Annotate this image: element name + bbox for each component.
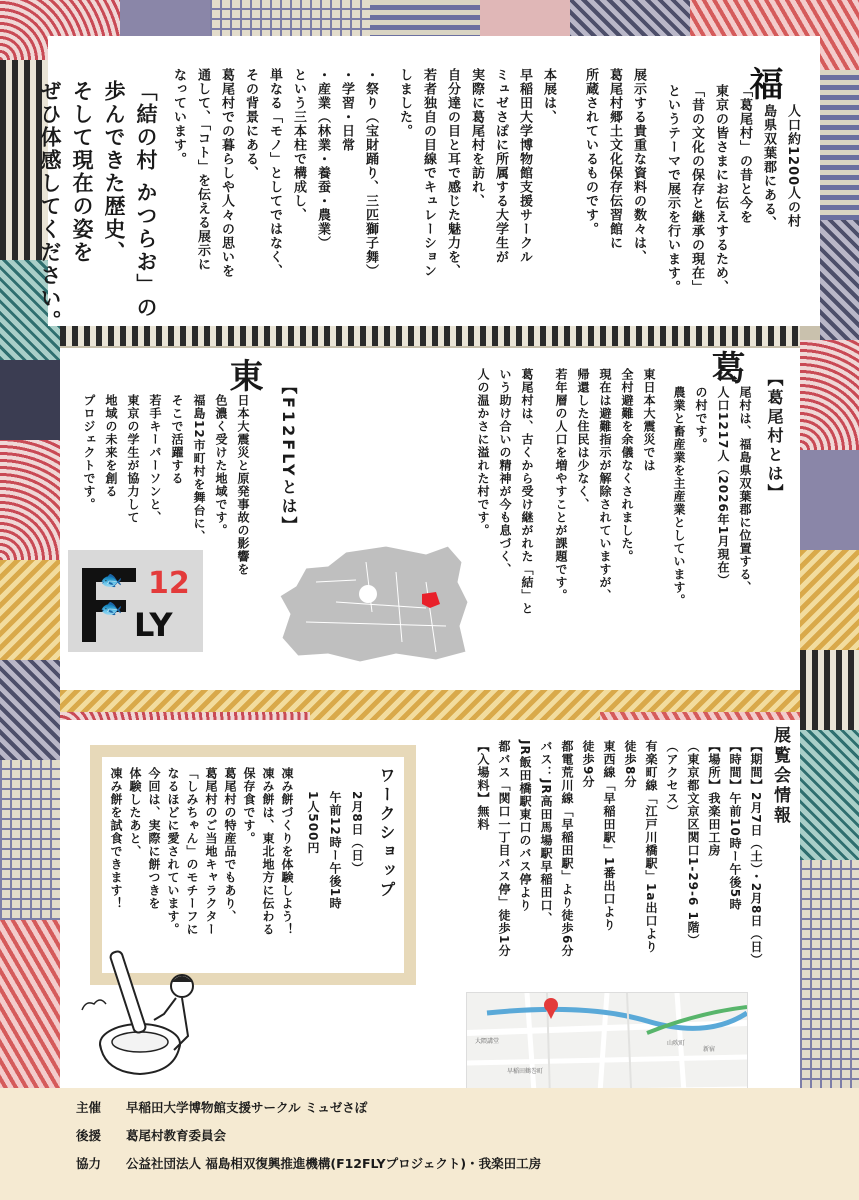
credits — [76, 1098, 796, 1182]
credit-row — [76, 1126, 796, 1144]
village-paragraph-2: 東日本大震災では 全村避難を余儀なくされました。 現在は避難指示が解除されていますが、 帰還した住民は少なく、 若年層の人口を増やすことが課題です。 — [554, 368, 656, 602]
logo-text: LY — [134, 606, 173, 644]
credit-row — [76, 1098, 796, 1116]
intro-panel — [38, 36, 820, 333]
map-label: 新宿 — [703, 1046, 716, 1053]
credit-value: 早稲田大学博物館支援サークル ミュゼさぽ — [126, 1100, 368, 1115]
intro-drop-cap: 福 — [743, 66, 783, 101]
intro-col2: 人口約1200人の村 — [785, 104, 800, 229]
intro-col3: 「葛尾村」の昔と今を — [737, 84, 752, 224]
village-paragraph-3: 葛尾村は、古くから受け継がれた「結」と いう助け合いの精神が今も息づく、 人の温かさに溢れた村です。 — [476, 368, 534, 615]
village-heading: 【葛尾村とは】 — [765, 370, 784, 503]
f12fly-heading: 【F12FLYとは】 — [279, 378, 298, 536]
intro-paragraph-2: 展示する貴重な資料の数々は、 葛尾村郷土文化保存伝習館に 所蔵されているものです。 — [583, 68, 646, 264]
f12fly-body: 日本大震災と原発事故の影響を 色濃く受けた地域です。 福島12市町村を舞台に、 そこで活躍する 若手キーパーソンと、 東京の学生が協力して 地域の未来を創る プロジェクトです。 — [82, 394, 250, 576]
exhibition-heading: 展覧会情報 — [770, 726, 790, 826]
map-label: 山吹町 — [667, 1040, 686, 1047]
workshop-info: 2月8日（日） 午前12時ー午後1時 1人500円 — [306, 791, 364, 911]
workshop-heading: ワークショップ — [377, 767, 396, 900]
credit-key: 協力 — [76, 1156, 102, 1171]
workshop-body: 凍み餅づくりを体験しよう！ 凍み餅は、東北地方に伝わる 保存食です。 葛尾村の特産品でもあり、 葛尾村のご当地キャラクター 「しみちゃん」のモチーフに なるほどに愛されています。 今回は、実際に餅つきを 体験したあと、 凍み餅を試食できます！ — [109, 767, 294, 936]
village-panel — [60, 348, 800, 690]
village-drop-cap: 葛 — [705, 350, 745, 385]
intro-closing: 「結の村 かつらお」の 歩んできた歴史、 そして現在の姿を ぜひ体感してください。 — [38, 80, 158, 333]
credit-value: 葛尾村教育委員会 — [126, 1128, 227, 1143]
fukushima-map — [276, 542, 476, 664]
credit-value: 公益社団法人 福島相双復興推進機構(F12FLYプロジェクト)・我楽田工房 — [126, 1156, 542, 1171]
credit-key: 後援 — [76, 1128, 102, 1143]
fish-icon: 🐟 — [100, 570, 123, 591]
intro-col5: 「昔の文化の保存と継承の現在」 — [689, 84, 704, 294]
f12fly-drop-cap: 東 — [223, 358, 263, 393]
map-label: 大隈講堂 — [475, 1038, 500, 1045]
f12fly-logo — [68, 550, 203, 652]
village-paragraph-1: 尾村は、福島県双葉郡に位置する、 人口1217人（2026年1月現在） の村です。 農業と畜産業を主産業としています。 — [672, 386, 752, 607]
intro-paragraph-3: 本展は、 早稲田大学博物館支援サークル ミュゼさぽに所属する大学生が 実際に葛尾村を訪れ、 自分達の目と耳で感じた魅力を、 若者独自の目線でキュレーション しました。 — [397, 68, 556, 278]
credit-row — [76, 1154, 796, 1172]
intro-paragraph-4: ・祭り（宝財踊り、三匹獅子舞） ・学習・日常 ・産業（林業・養蚕・農業） という三本柱で構成し、 単なる「モノ」としてではなく、 その背景にある、 葛尾村での暮らしや人々の思いを 通して、「コト」を伝える展示に なっています。 — [171, 68, 378, 278]
fish-icon: 🐟 — [100, 598, 123, 619]
intro-col6: というテーマで展示を行います。 — [665, 84, 680, 294]
credit-key: 主催 — [76, 1100, 102, 1115]
map-label: 早稲田鶴巻町 — [507, 1068, 544, 1075]
exhibition-body: 【期間】2月7日（土）・2月8日（日） 【時間】午前10時ー午後5時 【場所】我楽田工房 （東京都文京区関口1-29-6 1階） （アクセス） 有楽町線「江戸川橋駅」1a出口より 徒歩8分 東西線「早稲田駅」1番出口より 徒歩9分 都電荒川線「早稲田駅」より徒歩6分 バス：JR高田馬場駅早稲田口、 JR飯田橋駅東口のバス停より 都バス「関口一丁目バス停」徒歩1分 【入場料】無料 — [476, 740, 763, 967]
mochi-pounding-illustration — [78, 940, 218, 1080]
intro-col4: 東京の皆さまにお伝えするため、 — [713, 84, 728, 294]
logo-number: 12 — [148, 566, 190, 601]
intro-col1: 島県双葉郡にある、 — [761, 104, 776, 230]
